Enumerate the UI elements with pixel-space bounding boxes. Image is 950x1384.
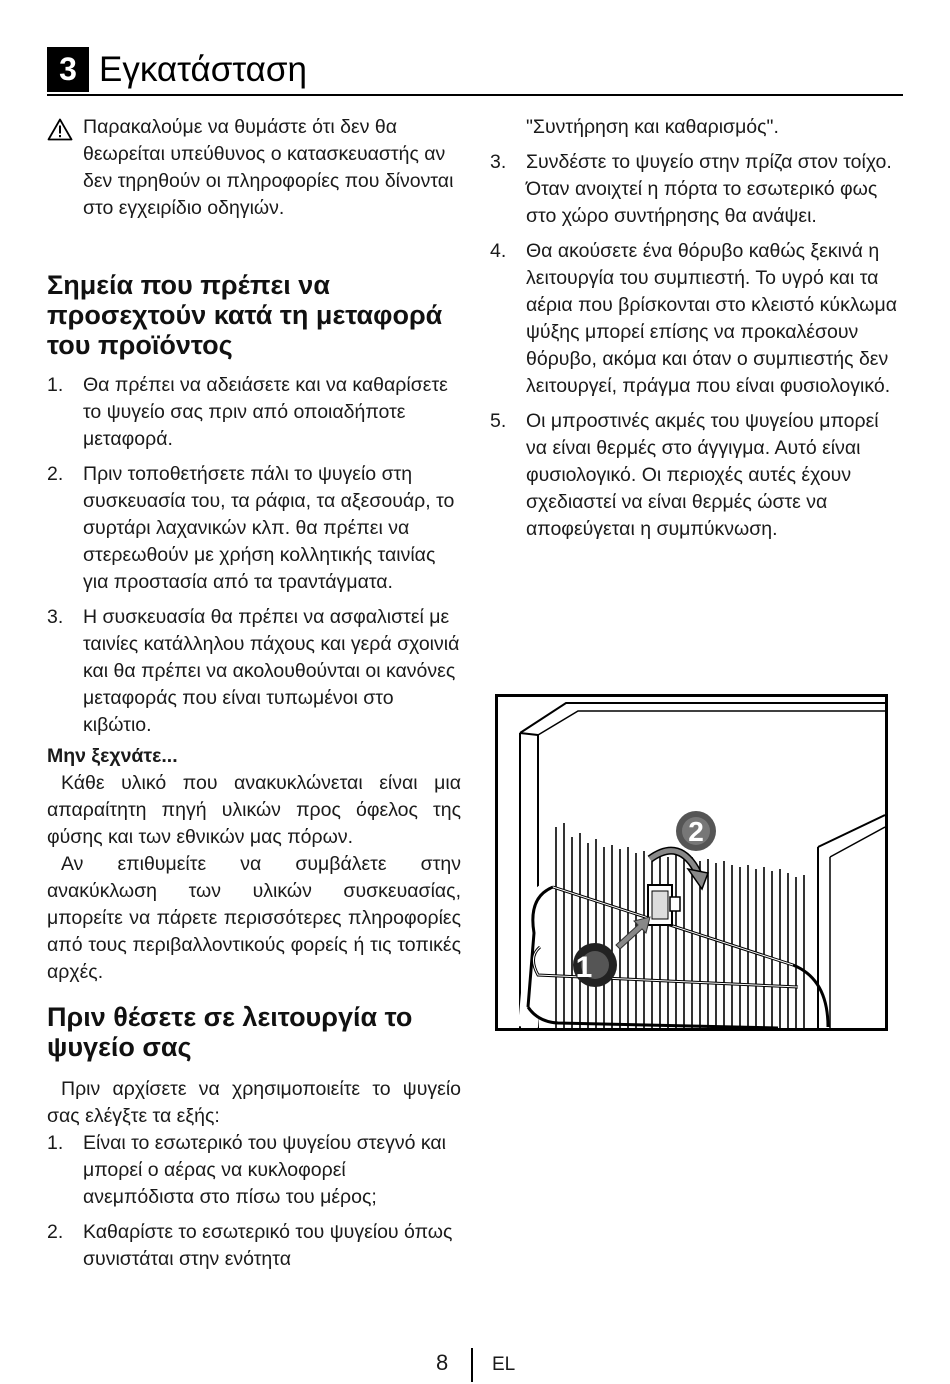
- list-item: [490, 408, 902, 543]
- list-item: [490, 149, 902, 230]
- item-number: 1.: [47, 1132, 64, 1154]
- item-number: 3.: [47, 606, 64, 628]
- item-number: 3.: [490, 151, 507, 173]
- left-column: [47, 114, 461, 1281]
- transport-list: [47, 372, 461, 739]
- warning-triangle-icon: [47, 118, 73, 141]
- svg-text:2: 2: [688, 816, 704, 847]
- step-1-badge: [573, 943, 617, 987]
- item-number: 1.: [47, 374, 64, 396]
- illustration-drawing: [498, 697, 885, 1028]
- list-continuation: "Συντήρηση και καθαρισμός".: [526, 116, 779, 138]
- language-code: EL: [492, 1354, 516, 1375]
- chapter-header: [47, 47, 903, 96]
- item-text: Η συσκευασία θα πρέπει να ασφαλιστεί με ταινίες κατάλληλου πάχους και γερά σχοινιά και θα πρέπει να ακολουθούνται οι κανόνες μεταφοράς που είναι τυπωμένοι στο κιβώτιο.: [83, 606, 460, 736]
- list-item: [47, 604, 461, 739]
- page-number: 8: [436, 1350, 449, 1375]
- before-use-heading: Πριν θέσετε σε λειτουργία το ψυγείο σας: [47, 1002, 413, 1062]
- chapter-number: 3: [47, 47, 89, 92]
- item-number: 2.: [47, 463, 64, 485]
- chapter-title: Εγκατάσταση: [99, 50, 307, 89]
- item-text: Πριν τοποθετήσετε πάλι το ψυγείο στη συσκευασία του, τα ράφια, τα αξεσουάρ, το συρτάρι λαχανικών κλπ. θα πρέπει να στερεωθούν με χρήση κολλητικής ταινίας για προστασία από τα τραντάγματα.: [83, 463, 455, 593]
- item-text: Θα ακούσετε ένα θόρυβο καθώς ξεκινά η λειτουργία του συμπιεστή. Το υγρό και τα αέρια που βρίσκονται στο κλειστό κύκλωμα ψύξης μπορεί επίσης να προκαλέσουν θόρυβο, ακόμα και όταν ο συμπιεστής δεν λειτουργεί, πράγμα που είναι φυσιολογικό.: [526, 240, 898, 397]
- list-item: [47, 372, 461, 453]
- item-number: 4.: [490, 240, 507, 262]
- item-number: 2.: [47, 1221, 64, 1243]
- right-column: [490, 114, 902, 551]
- list-item: [47, 461, 461, 596]
- before-use-intro: Πριν αρχίσετε να χρησιμοποιείτε το ψυγείο σας ελέγξτε τα εξής:: [47, 1078, 461, 1127]
- warning-note: [47, 114, 461, 222]
- transport-heading: Σημεία που πρέπει να προσεχτούν κατά τη μεταφορά του προϊόντος: [47, 270, 443, 360]
- list-item: [47, 1219, 461, 1273]
- fridge-back-illustration: [495, 694, 888, 1031]
- before-use-list: [47, 1130, 461, 1273]
- dont-forget-label: Μην ξεχνάτε...: [47, 745, 178, 767]
- page-footer: [0, 1348, 950, 1382]
- recycling-info-paragraph: Αν επιθυμείτε να συμβάλετε στην ανακύκλωση των υλικών συσκευασίας, μπορείτε να πάρετε περισσότερες πληροφορίες από τους περιβαλλοντικούς φορείς ή τις τοπικές αρχές.: [47, 853, 461, 983]
- item-text: Καθαρίστε το εσωτερικό του ψυγείου όπως συνιστάται στην ενότητα: [83, 1221, 453, 1270]
- list-item: [47, 1130, 461, 1211]
- item-text: Συνδέστε το ψυγείο στην πρίζα στον τοίχο. Όταν ανοιχτεί η πόρτα το εσωτερικό φως στο χώρο συντήρησης θα ανάψει.: [526, 151, 892, 227]
- before-use-list-continued: [490, 149, 902, 543]
- footer-divider: [471, 1348, 473, 1382]
- item-text: Οι μπροστινές ακμές του ψυγείου μπορεί να είναι θερμές στο άγγιγμα. Αυτό είναι φυσιολογικό. Οι περιοχές αυτές έχουν σχεδιαστεί να είναι θερμές ώστε να αποφεύγεται η συμπύκνωση.: [526, 410, 879, 540]
- svg-text:1: 1: [575, 951, 593, 984]
- item-number: 5.: [490, 410, 507, 432]
- list-item: [490, 238, 902, 400]
- step-2-badge: [676, 811, 716, 851]
- item-text: Είναι το εσωτερικό του ψυγείου στεγνό και μπορεί ο αέρας να κυκλοφορεί ανεμπόδιστα στο πίσω του μέρος;: [83, 1132, 447, 1208]
- warning-text: Παρακαλούμε να θυμάστε ότι δεν θα θεωρείται υπεύθυνος ο κατασκευαστής αν δεν τηρηθούν οι πληροφορίες που δίνονται στο εγχειρίδιο οδηγιών.: [83, 116, 454, 219]
- recycling-paragraph: Κάθε υλικό που ανακυκλώνεται είναι μια απαραίτητη πηγή υλικών προς όφελος της φύσης και των εθνικών μας πόρων.: [47, 772, 461, 848]
- item-text: Θα πρέπει να αδειάσετε και να καθαρίσετε το ψυγείο σας πριν από οποιαδήποτε μεταφορά.: [83, 374, 448, 450]
